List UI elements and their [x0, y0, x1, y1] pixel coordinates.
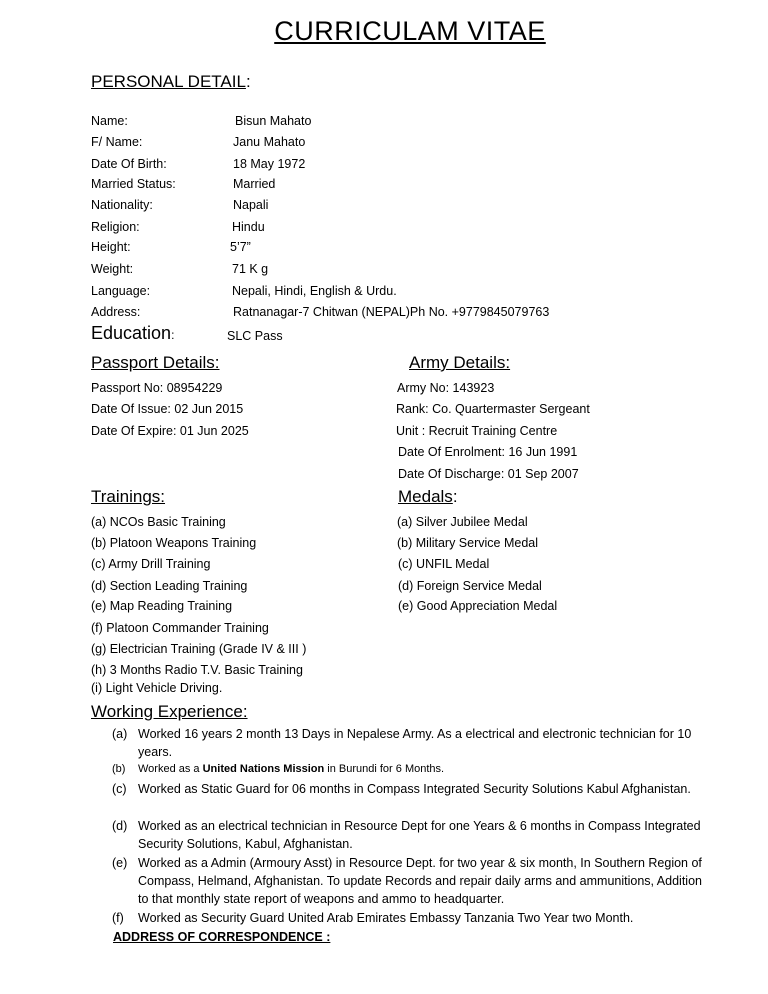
working-experience-heading: Working Experience: [91, 702, 248, 721]
personal-label: Married Status: [91, 177, 176, 191]
training-item: (f) Platoon Commander Training [91, 621, 269, 635]
personal-label: Address: [91, 305, 141, 319]
work-item-a [112, 725, 712, 761]
army-line: Army No: 143923 [397, 381, 495, 395]
personal-label: F/ Name: [91, 135, 143, 149]
personal-row-dob [0, 154, 768, 174]
army-details-heading: Army Details: [409, 353, 511, 372]
personal-value: Hindu [232, 220, 265, 234]
training-item: (g) Electrician Training (Grade IV & III ) [91, 642, 307, 656]
personal-row-weight [0, 259, 768, 279]
work-item-marker: (d) [112, 819, 128, 833]
work-item-c [112, 780, 712, 798]
training-item: (h) 3 Months Radio T.V. Basic Training [91, 663, 303, 677]
personal-row-height [0, 237, 768, 257]
personal-value: 5’7” [230, 240, 251, 254]
personal-row-address [0, 302, 768, 322]
training-item: (b) Platoon Weapons Training [91, 536, 257, 550]
work-item-b-bold: United Nations Mission [202, 763, 325, 775]
medals-heading [398, 487, 458, 507]
work-item-text: Worked as Static Guard for 06 months in Compass Integrated Security Solutions Kabul Afghanistan. [138, 782, 691, 796]
army-line: Date Of Enrolment: 16 Jun 1991 [398, 445, 578, 459]
passport-details-heading: Passport Details: [91, 353, 220, 372]
address-of-correspondence-heading: ADDRESS OF CORRESPONDENCE : [113, 930, 331, 944]
personal-label: Language: [91, 284, 151, 298]
personal-detail-heading-text: PERSONAL DETAIL [91, 72, 246, 91]
education-colon: : [171, 328, 175, 342]
work-item-d [112, 817, 712, 853]
medals-colon: : [452, 487, 458, 506]
medal-item: (c) UNFIL Medal [398, 557, 490, 571]
personal-value: Bisun Mahato [235, 114, 312, 128]
work-item-text-b [138, 760, 712, 778]
personal-label: Nationality: [91, 198, 153, 212]
work-item-text: Worked as Security Guard United Arab Emirates Embassy Tanzania Two Year two Month. [138, 911, 634, 925]
personal-row-religion [0, 217, 768, 237]
army-line: Rank: Co. Quartermaster Sergeant [396, 402, 590, 416]
army-line: Unit : Recruit Training Centre [396, 424, 558, 438]
work-item-b-post: in Burundi for 6 Months. [324, 763, 445, 775]
personal-value: Ratnanagar-7 Chitwan (NEPAL)Ph No. +9779845079763 [233, 305, 550, 319]
work-item-e [112, 854, 712, 908]
work-item-f [112, 909, 712, 927]
personal-row-nationality [0, 195, 768, 215]
work-item-marker: (c) [112, 782, 127, 796]
work-item-marker: (f) [112, 911, 124, 925]
personal-label: Height: [91, 240, 131, 254]
work-item-text: Worked as a Admin (Armoury Asst) in Resource Dept. for two year & six month, In Southern Region of Compass, Helmand, Afghanistan. To update Records and repair daily arms and ammunitions, Addition to that monthly state report of weapons and ammo to headquarter. [138, 856, 702, 906]
work-item-marker: (e) [112, 856, 128, 870]
personal-value: Napali [233, 198, 269, 212]
work-item-b-pre: Worked as a [138, 763, 203, 775]
personal-label: Date Of Birth: [91, 157, 167, 171]
education-label [91, 323, 174, 344]
page-title: CURRICULAM VITAE [274, 16, 546, 46]
work-item-marker: (a) [112, 727, 128, 741]
education-label-text: Education [91, 323, 172, 343]
medal-item: (b) Military Service Medal [397, 536, 539, 550]
work-item-marker: (b) [112, 763, 126, 775]
work-item-text: Worked as an electrical technician in Resource Dept for one Years & 6 months in Compass Integrated Security Solutions, Kabul, Afghanistan. [138, 819, 701, 851]
personal-value: 71 K g [232, 262, 269, 276]
medal-item: (a) Silver Jubilee Medal [397, 515, 528, 529]
work-item-b [112, 760, 712, 778]
training-item: (c) Army Drill Training [91, 557, 211, 571]
passport-line: Date Of Expire: 01 Jun 2025 [91, 424, 249, 438]
trainings-heading: Trainings: [91, 487, 166, 506]
passport-line: Date Of Issue: 02 Jun 2015 [91, 402, 244, 416]
training-item: (e) Map Reading Training [91, 599, 233, 613]
personal-label: Religion: [91, 220, 140, 234]
training-item: (a) NCOs Basic Training [91, 515, 226, 529]
personal-row-married-status [0, 174, 768, 194]
training-item: (i) Light Vehicle Driving. [91, 681, 223, 695]
personal-label: Name: [91, 114, 128, 128]
personal-detail-heading [91, 72, 251, 92]
passport-line: Passport No: 08954229 [91, 381, 223, 395]
education-value: SLC Pass [227, 329, 283, 343]
medals-heading-text: Medals [398, 487, 453, 506]
personal-value: Married [233, 177, 276, 191]
training-item: (d) Section Leading Training [91, 579, 248, 593]
personal-value: Janu Mahato [233, 135, 306, 149]
army-line: Date Of Discharge: 01 Sep 2007 [398, 467, 579, 481]
medal-item: (e) Good Appreciation Medal [398, 599, 558, 613]
personal-value: Nepali, Hindi, English & Urdu. [232, 284, 397, 298]
personal-row-language [0, 281, 768, 301]
medal-item: (d) Foreign Service Medal [398, 579, 542, 593]
personal-row-father-name [0, 132, 768, 152]
personal-detail-colon: : [245, 72, 251, 91]
personal-row-name [0, 111, 768, 131]
personal-label: Weight: [91, 262, 134, 276]
personal-value: 18 May 1972 [233, 157, 306, 171]
work-item-text: Worked 16 years 2 month 13 Days in Nepalese Army. As a electrical and electronic technician for 10 years. [138, 727, 692, 759]
